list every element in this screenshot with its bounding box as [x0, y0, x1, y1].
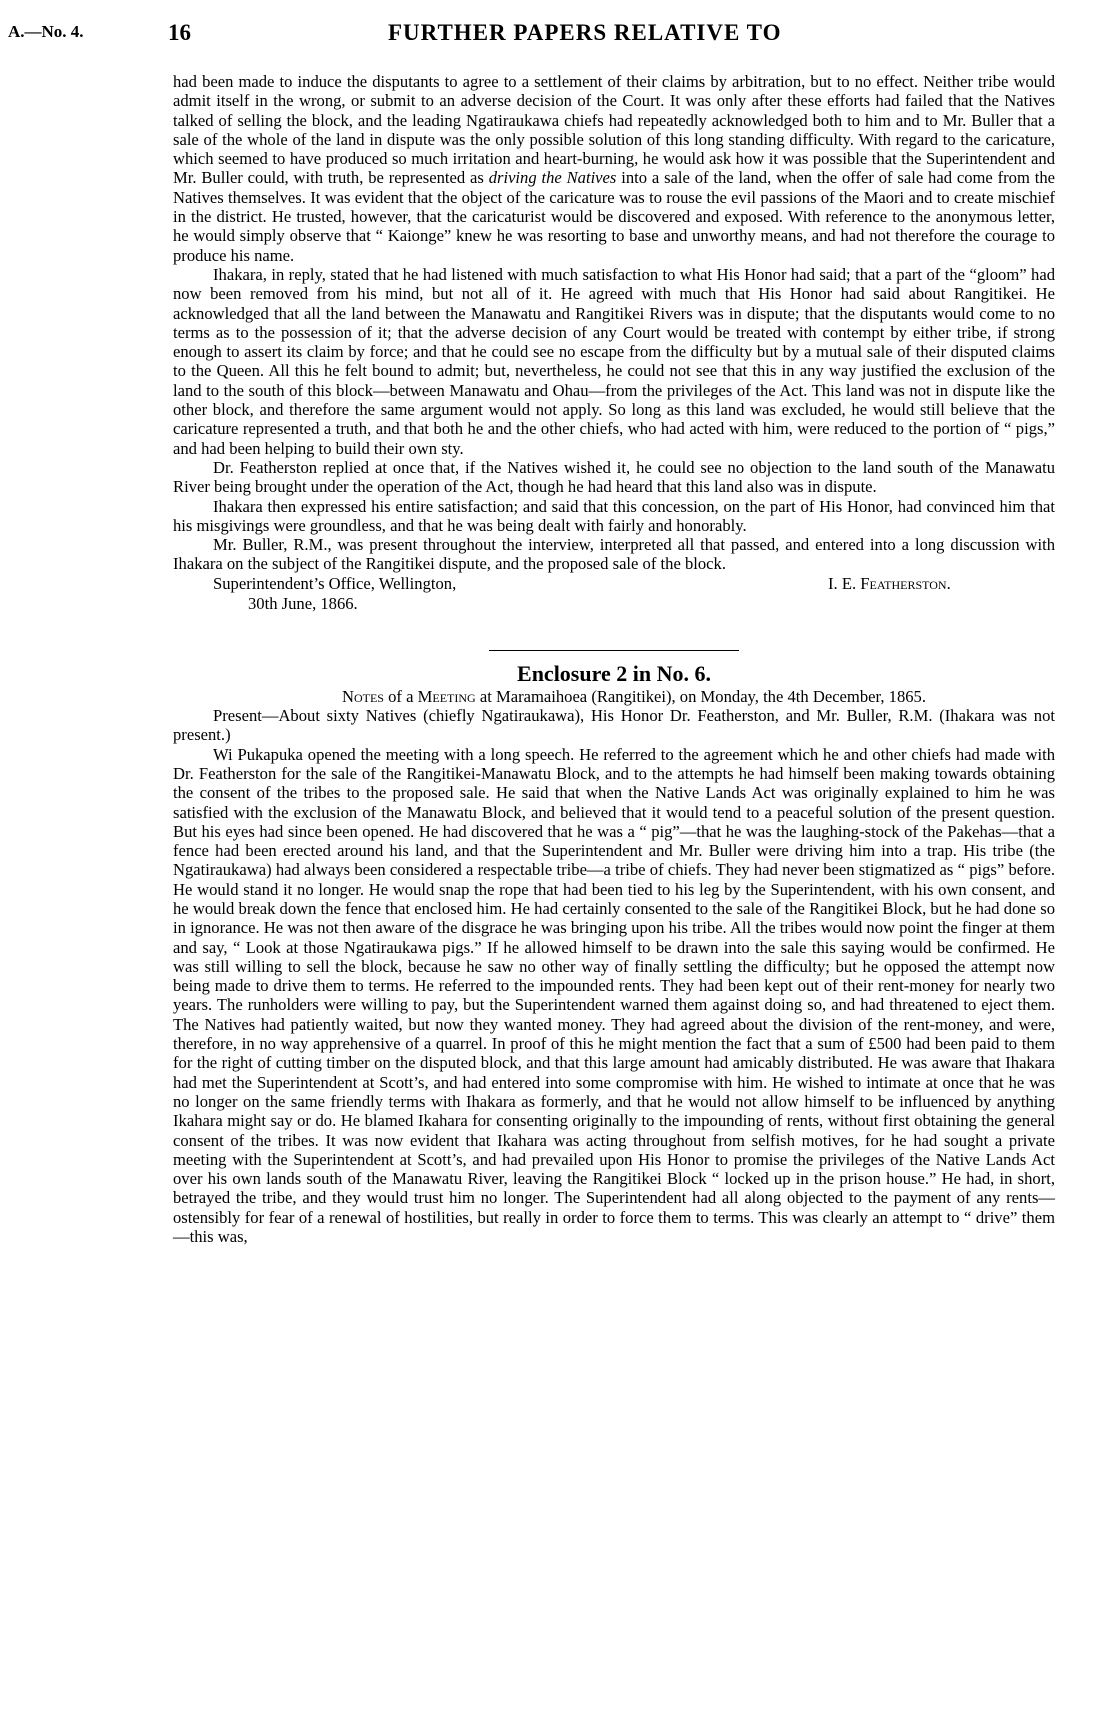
paragraph-featherston-reply: Dr. Featherston replied at once that, if the Natives wished it, he could see no objection to the land south of the Manawatu River being brought under the operation of the Act, though he had heard that this land also was in dispute. [173, 457, 1055, 497]
enclosure-subtitle [173, 687, 1055, 706]
subtitle-rest: at Maramaihoea (Rangitikei), on Monday, the 4th December, 1865. [475, 686, 926, 706]
paragraph-ihakara-satisfaction: Ihakara then expressed his entire satisfaction; and said that this concession, on the part of His Honor, had convinced him that his misgivings were groundless, and that he was being dealt with fairly and honorably. [173, 496, 1055, 535]
subtitle-connector: of a [383, 686, 418, 706]
subtitle-meeting: Meeting [417, 686, 476, 706]
paragraph-buller-present: Mr. Buller, R.M., was present throughout the interview, interpreted all that passed, and entered into a long discussion with Ihakara on the subject of the Rangitikei dispute, and the proposed sale of the block. [173, 535, 1055, 574]
signature-date: 30th June, 1866. [248, 593, 358, 613]
signature-block [173, 574, 1055, 616]
paragraph-wi-pukapuka: Wi Pukapuka opened the meeting with a long speech. He referred to the agreement which he and other chiefs had made with Dr. Featherston for the sale of the Rangitikei-Manawatu Block, and to the attempts he had himself been making towards obtaining the consent of the tribes to the proposed sale. He said that when the Native Lands Act was originally explained to him he was satisfied with the exclusion of the Manawatu Block, and believed that it would tend to a peaceful solution of the present question. But his eyes had since been opened. He had discovered that he was a “ pig”—that he was the laughing-stock of the Pakehas—that a fence had been erected around his land, and that the Superintendent and Mr. Buller were driving him into a trap. His tribe (the Ngatiraukawa) had always been considered a respectable tribe—a tribe of chiefs. They had never been stigmatized as “ pigs” before. He would stand it no longer. He would snap the rope that had been tied to his leg by the Superintendent, with his own consent, and he would break down the fence that enclosed him. He had certainly consented to the sale of the Rangitikei Block, but he had done so in ignorance. He was not then aware of the disgrace he was bringing upon his tribe. All the tribes would now point the finger at them and say, “ Look at those Ngatiraukawa pigs.” If he allowed himself to be drawn into the sale this saying would be confirmed. He was still willing to sell the block, because he saw no other way of finally settling the difficulty; but he opposed the attempt now being made to drive them to terms. He referred to the impounded rents. They had been kept out of their rent-money for nearly two years. The runholders were willing to pay, but the Superintendent warned them against doing so, and had threatened to eject them. The Natives had patiently waited, but now they wanted money. They had agreed about the division of the rent-money, and were, therefore, in no way apprehensive of a quarrel. In proof of this he might mention the fact that a sum of £500 had been paid to them for the right of cutting timber on the disputed block, and that this large amount had amicably distributed. He was aware that Ihakara had met the Superintendent at Scott’s, and had entered into some compromise with him. He wished to intimate at once that he was no longer on the same friendly terms with Ihakara as formerly, and that he would not allow himself to be influenced by anything Ikahara might say or do. He blamed Ikahara for consenting originally to the impounding of rents, without first obtaining the general consent of the tribes. It was now evident that Ikahara was acting throughout from selfish motives, for he had sought a private meeting with the Superintendent at Scott’s, and had prevailed upon His Honor to promise the privileges of the Native Lands Act over his own lands south of the Manawatu River, leaving the Rangitikei Block “ locked up in the prison house.” He had, in short, betrayed the tribe, and they would trust him no longer. The Superintendent had all along objected to the payment of any rents—ostensibly for fear of a renewal of hostilities, but really in order to force them to terms. This was clearly an attempt to “ drive” them—this was, [173, 744, 1055, 1247]
paragraph-present: Present—About sixty Natives (chiefly Ngatiraukawa), His Honor Dr. Featherston, and Mr. Buller, R.M. (Ihakara was not present.) [173, 706, 1055, 745]
enclosure-title: Enclosure 2 in No. 6. [517, 660, 711, 686]
running-title: FURTHER PAPERS RELATIVE TO [388, 20, 782, 45]
page-header [8, 22, 1108, 52]
signature-office: Superintendent’s Office, Wellington, [213, 573, 457, 593]
paragraph-text: had been made to induce the disputants to agree to a settlement of their claims by arbitration, but to no effect. Neither tribe would admit itself in the wrong, or submit to an adverse decision of the Court. It was only after these efforts had failed that the Natives talked of selling the block, and the leading Ngatiraukawa chiefs had repeatedly acknowledged both to him and to Mr. Buller that a sale of the whole of the land in dispute was the only possible solution of this long standing difficulty. With regard to the caricature, which seemed to have produced so much irritation and heart-burning, he would ask how it was possible that the Superintendent and Mr. Buller could, with truth, be represented as [173, 72, 1055, 188]
subtitle-notes: Notes [341, 686, 384, 706]
continued-paragraph [173, 72, 1055, 265]
emphasis-text: driving the Natives [488, 168, 617, 188]
paragraph-text: into a sale of the land, when the offer of sale had come from the Natives themselves. It was evident that the object of the caricature was to rouse the evil passions of the Maori and to create mischief in the district. He trusted, however, that the caricaturist would be discovered and exposed. With reference to the anonymous letter, he would simply observe that “ Kaionge” knew he was resorting to base and unworthy means, and had not therefore the courage to produce his name. [173, 168, 1056, 265]
section-divider [489, 650, 739, 651]
page-number: 16 [168, 20, 191, 45]
paragraph-ihakara-reply: Ihakara, in reply, stated that he had listened with much satisfaction to what His Honor had said; that a part of the “gloom” had now been removed from his mind, but not all of it. He agreed with much that His Honor had said about Rangitikei. He acknowledged that all the land between the Manawatu and Rangitikei Rivers was in dispute; that the disputants would come to no terms as to the possession of it; that the adverse decision of any Court would be treated with contempt by either tribe, if strong enough to assert its claim by force; and that he could see no escape from the difficulty but by a mutual sale of their disputed claims to the Queen. All this he felt bound to admit; but, nevertheless, he could not see that this in any way justified the exclusion of the land to the south of this block—between Manawatu and Ohau—from the privileges of the Act. This land was not in dispute like the other block, and therefore the same argument would not apply. So long as this land was excluded, he would still believe that the caricature represented a truth, and that both he and the other chiefs, who had acted with him, were reduced to the portion of “ pigs,” and had been helping to build their own sty. [173, 264, 1055, 458]
document-reference: A.—No. 4. [8, 22, 84, 41]
signature-name: I. E. Featherston. [828, 573, 951, 593]
page-body [173, 72, 1055, 1246]
